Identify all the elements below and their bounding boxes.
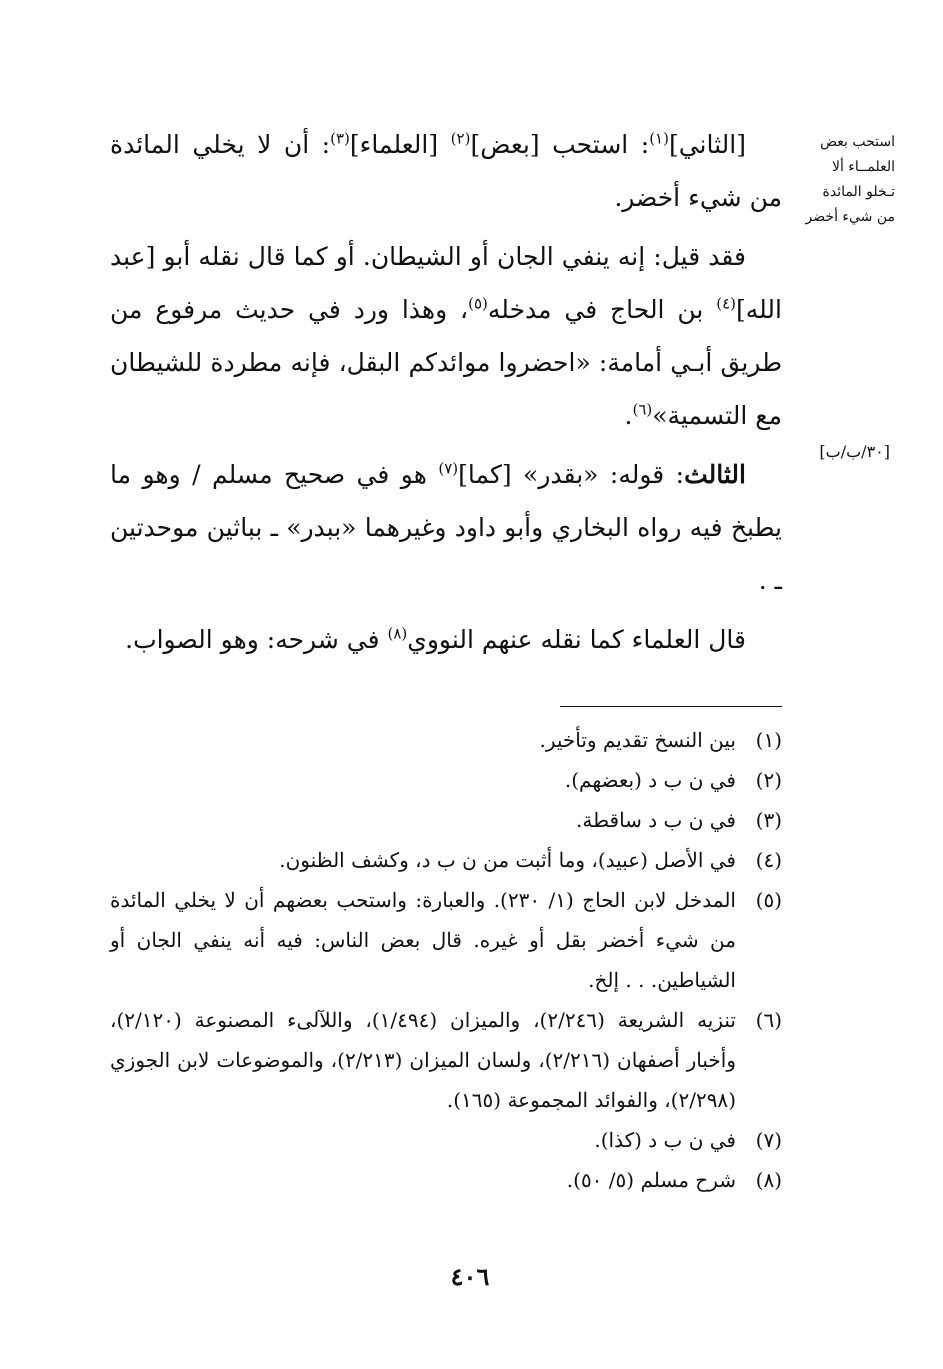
paragraph-text: . [624, 401, 633, 430]
footnote-ref: (٧) [438, 459, 459, 478]
footnote-number: (٣) [755, 808, 782, 832]
paragraph-text: قال العلماء كما نقله عنهم النووي [407, 625, 746, 654]
footnote [110, 720, 782, 760]
footnote [110, 880, 782, 1000]
footnote-ref: (١) [649, 129, 669, 148]
paragraph-second [110, 118, 782, 224]
footnote-number: (٧) [755, 1128, 782, 1152]
footnote [110, 1120, 782, 1160]
footnote-ref: (٦) [632, 400, 653, 419]
footnote-number: (٥) [755, 888, 782, 912]
footnote-text: في ن ب د (بعضهم). [564, 768, 736, 792]
footnote [110, 1160, 782, 1200]
footnote-ref: (٣) [330, 129, 350, 148]
footnote-separator [560, 706, 782, 707]
paragraph-label: [الثاني] [668, 130, 746, 159]
footnote-ref: (٥) [468, 294, 488, 313]
footnote-text: في ن ب د ساقطة. [576, 808, 736, 832]
footnote [110, 760, 782, 800]
footnote-ref: (٢) [450, 129, 471, 148]
footnote-text: المدخل لابن الحاج (١/ ٢٣٠). والعبارة: واستحب بعضهم أن لا يخلي المائدة من شيء أخضر بقل أو غيره. قال بعض الناس: فيه أنه ينفي الجان أو الشياطين. . . إلخ. [110, 888, 736, 992]
paragraph-text: : أن لا يخلي المائدة من شيء أخضر. [110, 130, 782, 212]
footnote-text: تنزيه الشريعة (٢/٢٤٦)، والميزان (١/٤٩٤)، واللآلىء المصنوعة (٢/١٢٠)، وأخبار أصفهان (٢/٢١٦)، ولسان الميزان (٢/٢١٣)، والموضوعات لابن الجوزي (٢/٢٩٨)، والفوائد المجموعة (١٦٥). [110, 1008, 736, 1112]
paragraph-text: بن الحاج في مدخله [487, 295, 717, 324]
manuscript-folio-ref: [٣٠/ب/ب] [819, 442, 890, 461]
paragraph-text: ، وهذا ورد في حديث مرفوع من طريق أبـي أمامة: «احضروا موائدكم البقل، فإنه مطردة للشيطان مع التسمية» [110, 295, 782, 430]
footnote-text: بين النسخ تقديم وتأخير. [539, 728, 736, 752]
footnote-text: في ن ب د (كذا). [594, 1128, 736, 1152]
footnote-number: (١) [755, 728, 782, 752]
paragraph-label: الثالث [684, 460, 746, 489]
footnote-ref: (٤) [716, 294, 736, 313]
paragraph-text: : قوله: «بقدر» [كما] [458, 460, 685, 489]
paragraph-text: هو في صحيح مسلم / وهو ما يطبخ فيه رواه البخاري وأبو داود وغيرهما «ببدر» ـ بباثين موحدتين ـ . [110, 460, 782, 595]
margin-topic-note: استحب بعض العلمــاء ألا تـخلو المائدة من شيء أخضر [805, 134, 895, 225]
paragraph-text: : استحب [بعض] [470, 130, 650, 159]
footnote-text: في الأصل (عبيد)، وما أثبت من ن ب د، وكشف الظنون. [279, 848, 736, 872]
footnote-number: (٦) [755, 1008, 782, 1032]
main-text [110, 118, 782, 672]
paragraph-text: في شرحه: وهو الصواب. [125, 625, 388, 654]
footnote-text: شرح مسلم (٥/ ٥٠). [566, 1168, 736, 1192]
footnote [110, 1000, 782, 1120]
paragraph-text: فقد قيل: إنه ينفي الجان أو الشيطان. أو كما قال نقله أبو [عبد الله] [110, 242, 782, 324]
paragraph-text: [العلماء] [349, 130, 451, 159]
footnote [110, 840, 782, 880]
footnotes [110, 720, 782, 1200]
footnote [110, 800, 782, 840]
paragraph-third [110, 448, 782, 607]
page-number: ٤٠٦ [450, 1262, 490, 1291]
footnote-number: (٨) [755, 1168, 782, 1192]
footnote-number: (٢) [755, 768, 782, 792]
paragraph-nawawi [110, 613, 782, 666]
paragraph-quote [110, 230, 782, 442]
footnote-number: (٤) [755, 848, 782, 872]
footnote-ref: (٨) [387, 624, 408, 643]
